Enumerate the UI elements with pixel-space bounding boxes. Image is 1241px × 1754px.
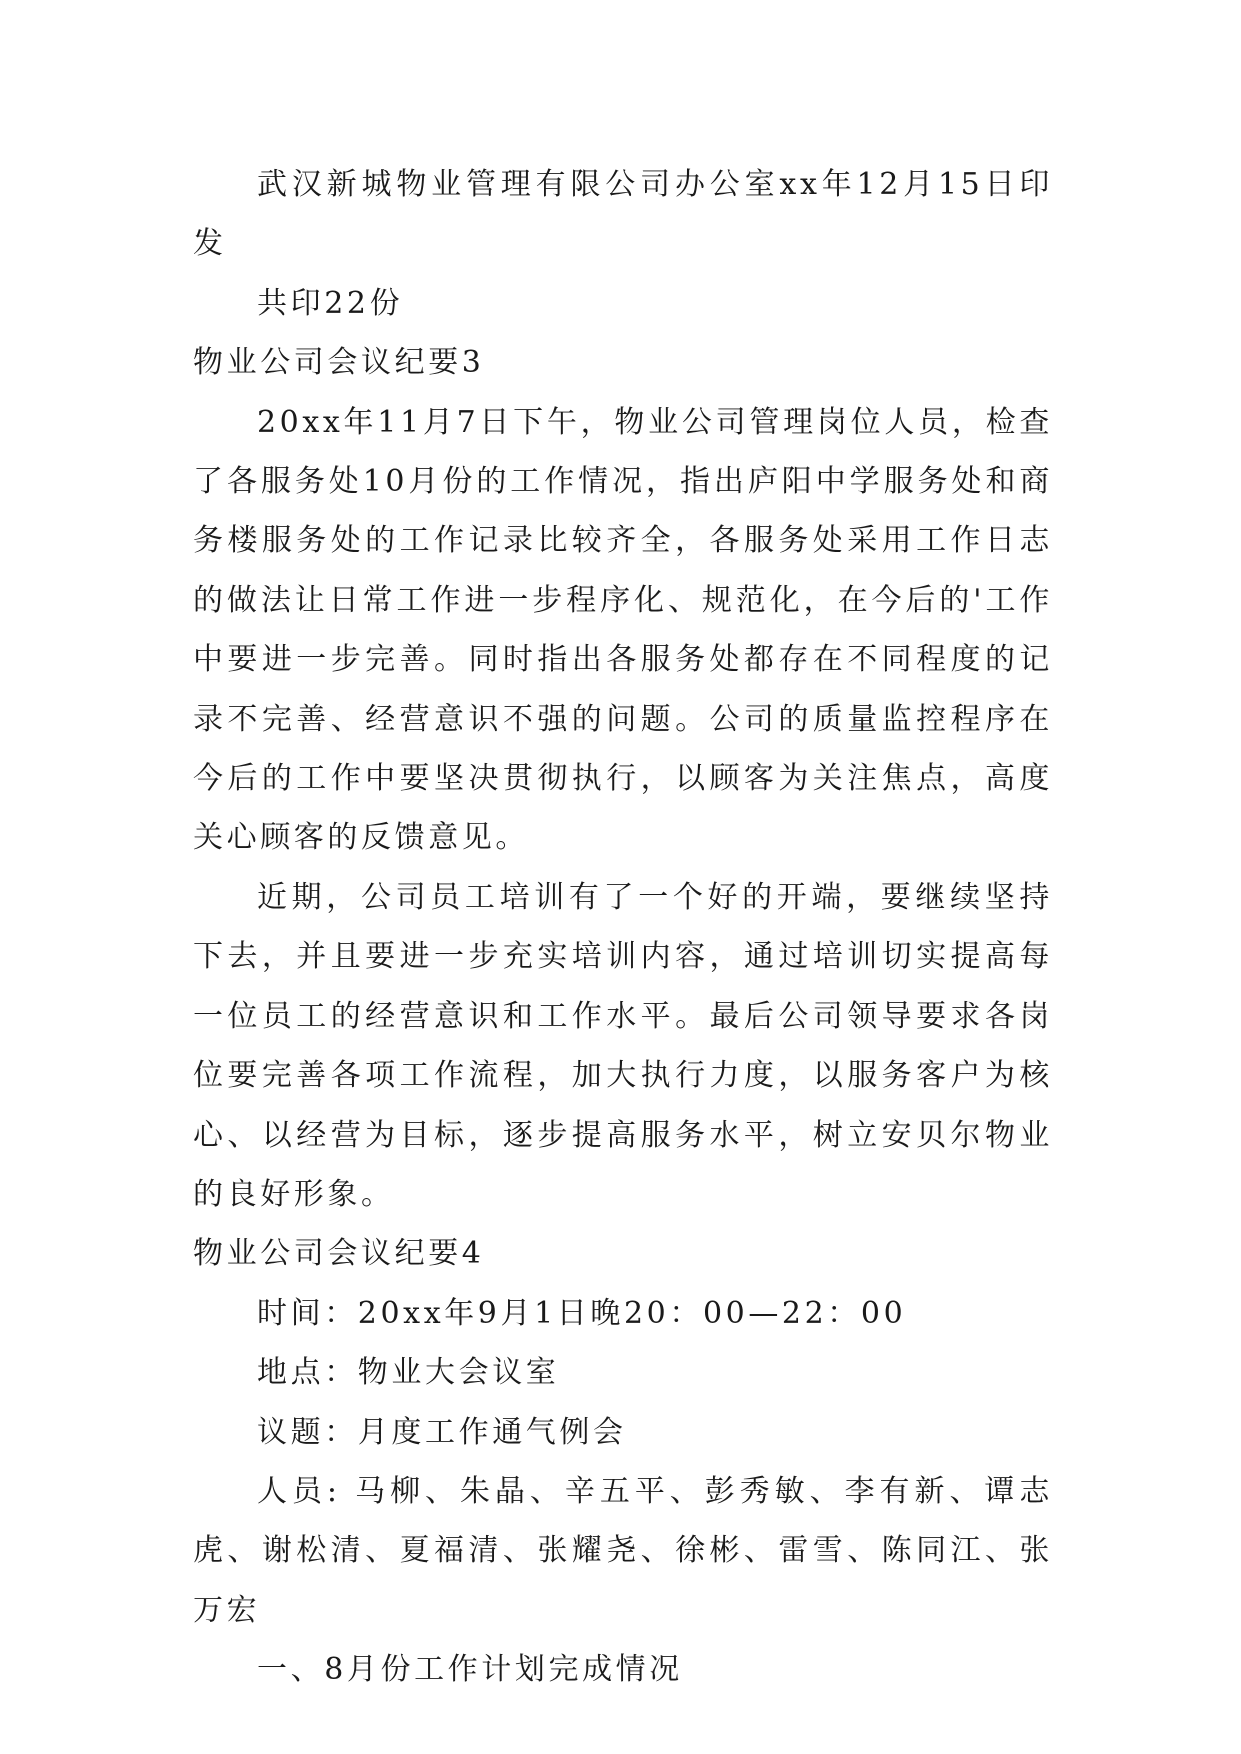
meeting-topic: 议题：月度工作通气例会 — [257, 1414, 627, 1450]
meeting-attendees: 人员: 马柳、朱晶、辛五平、彭秀敏、李有新、谭志虎、谢松清、夏福清、张耀尧、徐彬、雷雪、陈同江、张万宏 — [193, 1473, 1053, 1628]
section-heading-4: 物业公司会议纪要4 — [193, 1236, 485, 1272]
meeting-location: 地点：物业大会议室 — [257, 1355, 560, 1391]
document-body — [193, 155, 1053, 1700]
paragraph-training: 近期，公司员工培训有了一个好的开端，要继续坚持下去，并且要进一步充实培训内容，通过培训切实提高每一位员工的经营意识和工作水平。最后公司领导要求各岗位要完善各项工作流程，加大执行力度，以服务客户为核心、以经营为目标，逐步提高服务水平，树立安贝尔物业的良好形象。 — [193, 879, 1053, 1212]
print-count: 共印22份 — [257, 285, 404, 321]
agenda-item-1: 一、8月份工作计划完成情况 — [257, 1652, 683, 1688]
issuer-line: 武汉新城物业管理有限公司办公室xx年12月15日印发 — [193, 167, 1053, 262]
paragraph-inspection: 20xx年11月7日下午，物业公司管理岗位人员，检查了各服务处10月份的工作情况，指出庐阳中学服务处和商务楼服务处的工作记录比较齐全，各服务处采用工作日志的做法让日常工作进一步程序化、规范化，在今后的'工作中要进一步完善。同时指出各服务处都存在不同程度的记录不完善、经营意识不强的问题。公司的质量监控程序在今后的工作中要坚决贯彻执行，以顾客为关注焦点，高度关心顾客的反馈意见。 — [193, 404, 1053, 856]
section-heading-3: 物业公司会议纪要3 — [193, 345, 485, 381]
meeting-time: 时间：20xx年9月1日晚20：00—22：00 — [257, 1295, 907, 1331]
